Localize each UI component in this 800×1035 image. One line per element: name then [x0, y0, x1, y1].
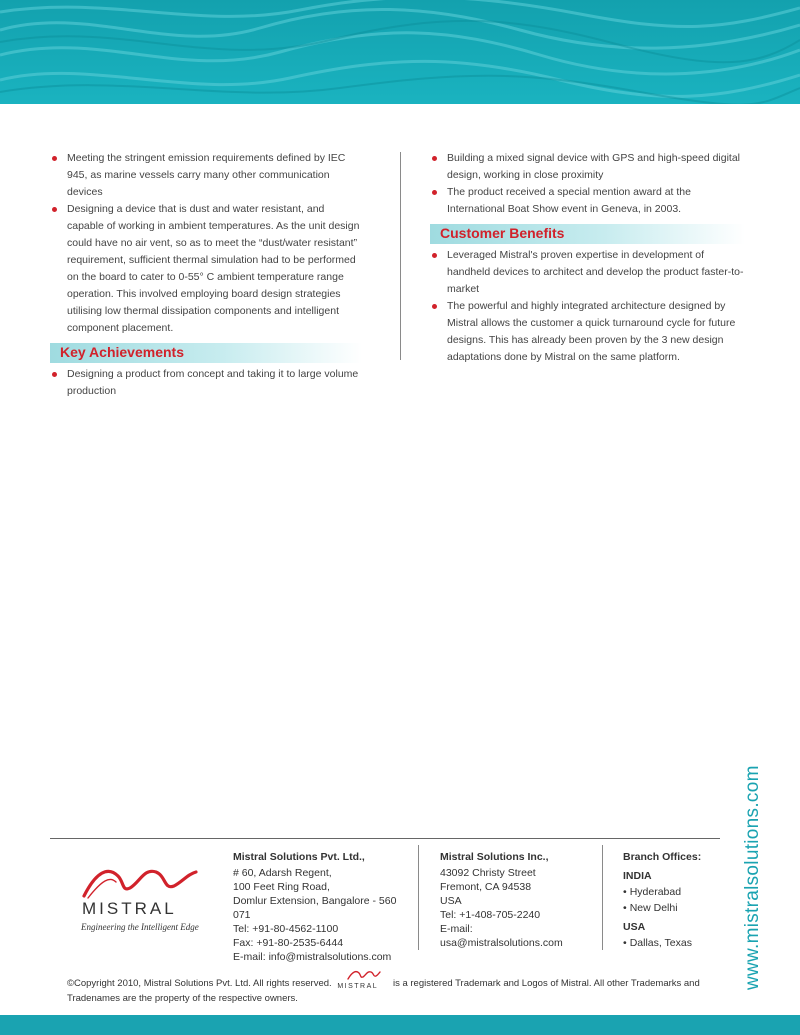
mistral-logo [78, 862, 208, 937]
address-line: Domlur Extension, Bangalore - 560 071 [233, 895, 397, 921]
header-wave-banner [0, 0, 800, 104]
bullet-text: Designing a product from concept and taking it to large volume production [67, 368, 359, 397]
inline-logo-wordmark: MISTRAL [337, 983, 379, 990]
branch-city: • Hyderabad [623, 885, 723, 899]
list-item [430, 247, 745, 298]
challenges-list [50, 150, 362, 337]
list-item [50, 366, 362, 400]
list-item [430, 298, 745, 366]
list-item [430, 184, 745, 218]
bullet-text: Leveraged Mistral's proven expertise in development of handheld devices to architect and develop the product faster-to-market [447, 249, 744, 295]
logo-wordmark: MISTRAL [82, 899, 177, 918]
phone-line: Tel: +1-408-705-2240 [440, 909, 541, 921]
inline-mistral-logo [337, 972, 387, 990]
address-line: # 60, Adarsh Regent, [233, 867, 332, 879]
right-column [430, 150, 745, 366]
footer-bar [0, 1015, 800, 1035]
office-name: Mistral Solutions Pvt. Ltd., [233, 851, 365, 863]
section-title: Key Achievements [60, 344, 184, 360]
left-column [50, 150, 362, 400]
achievements-list [50, 366, 362, 400]
key-achievements-header [50, 343, 362, 363]
branch-city: • New Delhi [623, 901, 723, 915]
list-item [430, 150, 745, 184]
branch-title: Branch Offices: [623, 851, 702, 863]
fax-line: Fax: +91-80-2535-6444 [233, 937, 344, 949]
list-item [50, 150, 362, 201]
bullet-icon [432, 253, 437, 258]
india-office-address [233, 850, 413, 964]
address-divider [418, 845, 419, 950]
bullet-icon [432, 156, 437, 161]
benefits-list [430, 247, 745, 366]
bullet-text: Building a mixed signal device with GPS and high-speed digital design, working in close proximity [447, 152, 741, 181]
bullet-text: The powerful and highly integrated architecture designed by Mistral allows the customer a quick turnaround cycle for future designs. This has already been proven by the 3 new design adaptations done by Mistral on the same platform. [447, 300, 736, 363]
country-label-india: INDIA [623, 870, 652, 882]
address-divider [602, 845, 603, 950]
website-url[interactable]: www.mistralsolutions.com [742, 765, 763, 990]
section-title: Customer Benefits [440, 225, 565, 241]
phone-line: Tel: +91-80-4562-1100 [233, 923, 339, 935]
country-label-usa: USA [623, 921, 646, 933]
footer-divider [50, 838, 720, 839]
bullet-text: The product received a special mention award at the International Boat Show event in Geneva, in 2003. [447, 186, 691, 215]
copyright-notice [67, 972, 717, 1006]
address-line: 100 Feet Ring Road, [233, 881, 330, 893]
email-link[interactable]: E-mail: usa@mistralsolutions.com [440, 923, 563, 949]
logo-tagline: Engineering the Intelligent Edge [81, 922, 199, 932]
address-line: Fremont, CA 94538 [440, 881, 532, 893]
branch-city: • Dallas, Texas [623, 936, 723, 950]
highlights-list [430, 150, 745, 218]
bullet-icon [52, 156, 57, 161]
bullet-icon [432, 190, 437, 195]
usa-office-address [440, 850, 595, 950]
address-line: USA [440, 895, 462, 907]
customer-benefits-header [430, 224, 745, 244]
column-divider [400, 152, 401, 360]
wave-pattern [0, 0, 800, 104]
address-line: 43092 Christy Street [440, 867, 536, 879]
bullet-text: Designing a device that is dust and water resistant, and capable of working in ambient temperatures. As the unit design could have no air vent, so as to meet the “dust/water resistant” requirement, sufficient thermal simulation had to be performed on the board to cater to 0-55° C ambient temperature range operation. This involved employing board design strategies utilising low thermal dissipation components and intelligent component placement. [67, 203, 360, 334]
office-name: Mistral Solutions Inc., [440, 851, 549, 863]
swoosh-logo-icon [78, 862, 208, 902]
bullet-icon [52, 372, 57, 377]
trademark-text: is a registered Trademark and Logos of Mistral. All other Trademarks and Tradenames are the property of the respective owners. [67, 978, 700, 1004]
copyright-text: ©Copyright 2010, Mistral Solutions Pvt. Ltd. All rights reserved. [67, 978, 332, 989]
bullet-icon [52, 207, 57, 212]
email-link[interactable]: E-mail: info@mistralsolutions.com [233, 951, 392, 963]
bullet-icon [432, 304, 437, 309]
branch-offices [623, 850, 723, 950]
list-item [50, 201, 362, 337]
bullet-text: Meeting the stringent emission requirements defined by IEC 945, as marine vessels carry many other communication devices [67, 152, 346, 198]
